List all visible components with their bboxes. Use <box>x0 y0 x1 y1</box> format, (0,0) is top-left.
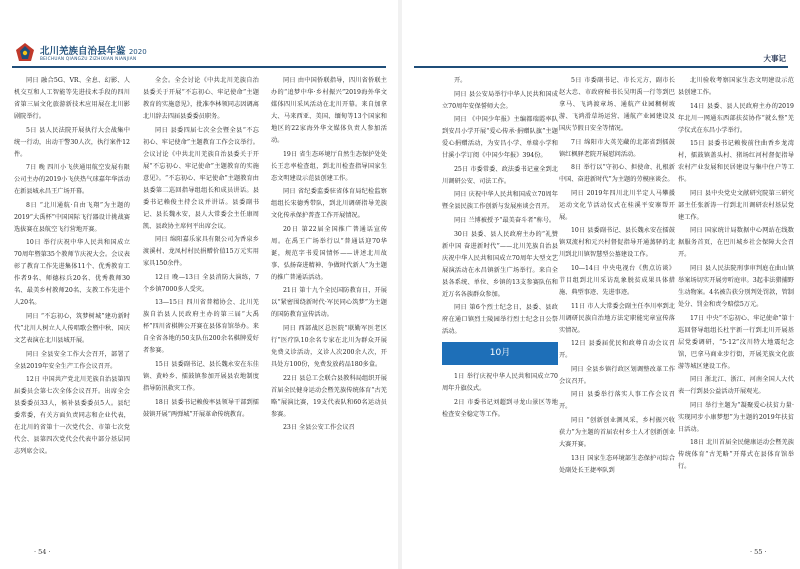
event-entry: 1日 举行庆祝中华人民共和国成立70周年升旗仪式。 <box>442 373 558 393</box>
text-column-1 <box>14 75 130 530</box>
event-entry: 同日 全县安全工作大会召开，部署了全县2019年安全生产工作会议召开。 <box>14 350 130 370</box>
text-column-5 <box>559 75 675 530</box>
event-entry: 同日 《中国少年报》主编都瑞霞率队到安昌小学开展“爱心传承·捐赠队旗”主题爱心捐赠活动，为安昌小学、单瑞小学和甘溪小学订阅《中国少年报》394份。 <box>442 116 558 160</box>
left-page <box>0 0 398 569</box>
event-entry: 北川验收考察国家生态文明建设示范县创建工作。 <box>678 77 794 96</box>
event-entry: 8日 “北川通航·自由飞翔”为主题的2019“大禹杯”中国国际飞行器设计挑战赛选拔赛在县航空飞行营地开赛。 <box>14 201 130 233</box>
yearbook-subtitle: BEICHUAN QIANGZU ZIZHIXIAN NIANJIAN <box>40 56 137 61</box>
event-entry: 30日 县委、县人民政府主办的“礼赞新中国 奋进新时代”——北川羌族自治县庆祝中华人民共和国成立70周年大型文艺展演活动在永昌镇新生广场举行。来自全县各系统、单位、乡镇的13支参赛队伍和近万名各族群众参加。 <box>442 230 558 298</box>
event-entry: 14日 县委、县人民政府主办的2019年北川一网通东西部扶贫协作“就么整”羌学仪式在东昌小学举行。 <box>678 102 794 134</box>
event-entry: 10日 县委副书记、县长魏永安在擂鼓镇双流村和元兴村督促指导开通蒸驿的北川到北川镇智慧型公墓建设工作。 <box>559 227 675 259</box>
event-entry: 同日 绵阳嘉乐家具有限公司为香泉乡渡溪村、龙凤村村民捐赠价值15万元实用家具150余件。 <box>143 236 259 268</box>
text-column-4 <box>442 75 558 530</box>
event-entry: 10日 举行庆祝中华人民共和国成立70周年暨第35个教师节庆祝大会。会议表彰了教育工作先进集体11个、优秀教育工作者9名、师德标兵20名、优秀教师30名、最美乡村教师20名、支教工作先进个人20名。 <box>14 239 130 307</box>
page-number-left: · 54 · <box>34 548 51 556</box>
event-entry: 同日 融合5G、VR、全息、幻影、人机交互和人工智能等先进技术手段的四川省第三届文化旅游新技术应用展在北川影剧院举行。 <box>14 77 130 120</box>
event-entry: 同日 第6个烈士纪念日，县委、县政府在通口镇烈士陵园举行烈士纪念日公祭活动。 <box>442 304 558 336</box>
event-entry: 同日 县委举行落实人事工作会议召开。 <box>559 391 675 411</box>
header-rule <box>12 66 386 68</box>
event-entry: 20日 第22届全国推广普通话宣传周。在禹王广场举行以“普通话迎70华诞，规范字书爱国情怀——讲述北川故事、弘扬奋进精神、争做时代新人”为主题的推广普通话活动。 <box>271 225 387 281</box>
event-entry: 同日 浙北江、浙江、河南全国人大代表一行到县公益活动开展观光。 <box>678 376 794 396</box>
event-entry: 同日 “创新创业测风采，乡村振兴收获力”为主题的首届农村乡土人才创新创业大赛开赛。 <box>559 416 675 448</box>
event-entry: 5日 市委副书记、市长元方，副市长赵大忠、市政府秘书长吴明禹一行等到巴拿马、飞鸿渡章场、通航产业园稠树坡游、飞鸿滑草场运营、通航产业园建设及国庆节假日安全等情况。 <box>559 77 675 132</box>
yearbook-title: 北川羌族自治县年鉴 2020 <box>40 46 147 57</box>
text-column-6 <box>678 75 794 530</box>
event-entry: 同日 “不忘初心，筑梦树城”建功新时代”北川人树立人人传唱歌会暨中秋、国庆文艺表演在北川县城开展。 <box>14 312 130 344</box>
event-entry: 12日 晚—13日 全县消防大演练，7个乡镇7000多人受灾。 <box>143 273 259 293</box>
event-entry: 15日 县委副书记、县长魏永安在东佳镇、黄岭乡、擂鼓镇参加开展县农地制度指导防汛救灾工作。 <box>143 360 259 392</box>
event-entry: 同日 由中国侨联指导，四川省侨联主办的“追梦中华·乡村振兴”2019海外华文媒体四川采风活动在北川开幕。来自加拿大、马来西亚、美国、缅甸等13个国家和地区的22家海外华文媒体负责人参加活动。 <box>271 77 387 144</box>
event-entry: 12日 县委届优民和政尊自动会议召开。 <box>559 340 675 360</box>
event-entry: 8日 举行以“守初心、担使命、扎根新中国、奋进新时代”为主题的劳模座谈会。 <box>559 164 675 184</box>
event-entry: 11日 市人大常委会副主任李川率到北川调研民族自治地方法定职能宪章宣传落实情况。 <box>559 302 675 334</box>
event-entry: 19日 省生态环境厅自然生态保护处处长王忠率检查组，到北川检查指导国家生态文明建设示范县创建工作。 <box>271 150 387 182</box>
event-entry: 15日 县委书记赖俊前往曲香乡龙湾村，擂鼓镇盖头村、猪场红河村督促指导农村产业发展和民居建设与集中住户等工作。 <box>678 140 794 184</box>
month-header-october: 10月 <box>442 342 558 365</box>
event-entry: 同日 省纪委监委驻省体育局纪检监察组组长宋德秀带队，到北川调研指导羌族文化传承保护普查工作开展情况。 <box>271 188 387 220</box>
event-entry: 18日 县委书记赖俊率县领导干部到擂鼓镇开展“两弹城”开展革命传统教育。 <box>143 398 259 418</box>
event-entry: 13日 国家生态环境部生态保护司综合处副处长王捷率队到 <box>559 454 675 474</box>
event-entry: 22日 县总工会联合县教科局组织开展首届全民健身运动会暨羌族传统体育“古羌略”展演比赛，19支代表队和60名运动员参赛。 <box>271 374 387 418</box>
section-tag: 大事记 <box>763 54 786 63</box>
event-entry: 同日 县人民法院刑事审判庭在曲山镇举案场切实开展旁听庭审。3起非法猎捕野生动物案。4名被告获分别判处罚款，管制处分、罚金和责令赔偿5万元。 <box>678 264 794 308</box>
text-column-3 <box>271 75 387 530</box>
event-entry: 同日 国家统计局数据中心网站在线数据服务首页，在巴川城乡社会保障大会召开。 <box>678 227 794 259</box>
event-entry: 7日 晚 四川小飞侠通用航空发展有限公司主办的2019小飞侠热气球嘉年华活动在新县城永昌王广场开幕。 <box>14 164 130 196</box>
event-entry: 2日 市委书记刘超到寻龙山景区等地检查安全稳定等工作。 <box>442 398 558 418</box>
event-entry: 13—15日 四川省普精协会、北川羌族自治县人民政府主办的第三届“大禹杯”四川省棋牌公开赛在县体育馆举办。来自全省各地的50支队伍200余名棋牌爱好者参赛。 <box>143 299 259 355</box>
event-entry: 同日 2019年四川北川半定人马攀援运动文化节活动仪式在桂溪平安寨帮开展。 <box>559 189 675 221</box>
event-entry: 7日 绵阳市大英芜藏的北部省到擂鼓镇红枫驿老院开展慰问活动。 <box>559 138 675 158</box>
yearbook-year: 2020 <box>128 48 147 56</box>
event-entry: 10—14日 中央电视台《焦点访谈》节目组到北川采访乱象脱贫成果具体措施、典型事迹、先进事迹。 <box>559 264 675 296</box>
event-entry: 17日 中央“不忘初心、牢记使命”第十巡回督导组组长杜宇新一行到北川开展基层党委调研，“5·12”汶川特大地震纪念馆，巴拿马商业步行街，开展羌族文化旅游等城区建设工作。 <box>678 314 794 370</box>
page-number-right: · 55 · <box>750 548 767 556</box>
header-rule-right <box>414 66 788 68</box>
event-entry: 同日 西部战区总医院“联勤军医老区行”医疗队10余名专家在北川为群众开展免费义诊活动，义诊人次200余人次，开具处方100份，免费发放药品180多盒。 <box>271 324 387 368</box>
event-entry: 同日 举行主题为“凝聚爱心扶贫力量·实现同步小康梦想”为主题的2019年扶贫日活动。 <box>678 401 794 433</box>
event-entry: 同日 全县乡镇行政区划调整改革工作会议召开。 <box>559 365 675 385</box>
event-entry: 同日 县委四届七次全会暨全县“不忘初心、牢记使命”主题教育工作会议举行。会议讨论《中共北川羌族自治县委关于开展“不忘初心、牢记使命”主题教育的实施意见》。“不忘初心、牢记使命”主题教育由县委第二巡回指导组组长和成员讲话。县委书记赖俊主持会议并讲话。县委副书记、县长魏永安，县人大常委会主任康周凯、县政协主席何平出席会议。 <box>143 126 259 230</box>
event-entry: 12日 中国共产党北川羌族自治县第四届委员会第七次全体会议召开。出席全会县委委员33人，候补县委委员5人。县纪委常委，有关方面负责同志和企业代表，在北川的省第十一次党代会、市第七次党代会、县第四次党代会代表中部分基层同志列席会议。 <box>14 376 130 456</box>
event-entry: 同日 兰博被授予“最美奋斗者”称号。 <box>454 216 556 224</box>
event-entry: 5日 县人民法院开展执行大会战集中统一行动，出动干警30人次，执行案件12件。 <box>14 126 130 158</box>
right-page <box>402 0 800 569</box>
event-entry: 25日 市委常委、政法委书记童全到北川调研公安、司法工作。 <box>442 165 558 185</box>
event-entry: 21日 第十九个全民国防教育日，开展以“紧密围绕新时代·军民同心筑梦”为主题的国防教育宣传活动。 <box>271 287 387 319</box>
event-entry: 同日 县中央党史文献研究院第三研究部主任张新涛一行到北川调研农村基层党建工作。 <box>678 189 794 221</box>
event-entry: 全会。全会讨论《中共北川羌族自治县委关于开展“不忘初心、牢记使命”主题教育的实施意见》，批准李林领同志因调离北川辞去四届县委委员职务。 <box>143 77 259 120</box>
event-entry: 23日 全县公安工作会议召 <box>283 424 355 432</box>
event-entry: 18日 北川首届全民健康运动会暨羌族传统体育“古羌略”开幕式在县体育馆举行。 <box>678 439 794 471</box>
event-entry: 同日 庆祝中华人民共和国成立70周年暨全县民族工作创新与发展座谈会召开。 <box>442 191 558 211</box>
text-column-2 <box>143 75 259 530</box>
event-entry: 开。 <box>454 77 467 84</box>
event-entry: 同日 县公安局举行中华人民共和国成立70周年安保誓师大会。 <box>442 90 558 110</box>
yearbook-logo-icon <box>14 42 36 62</box>
